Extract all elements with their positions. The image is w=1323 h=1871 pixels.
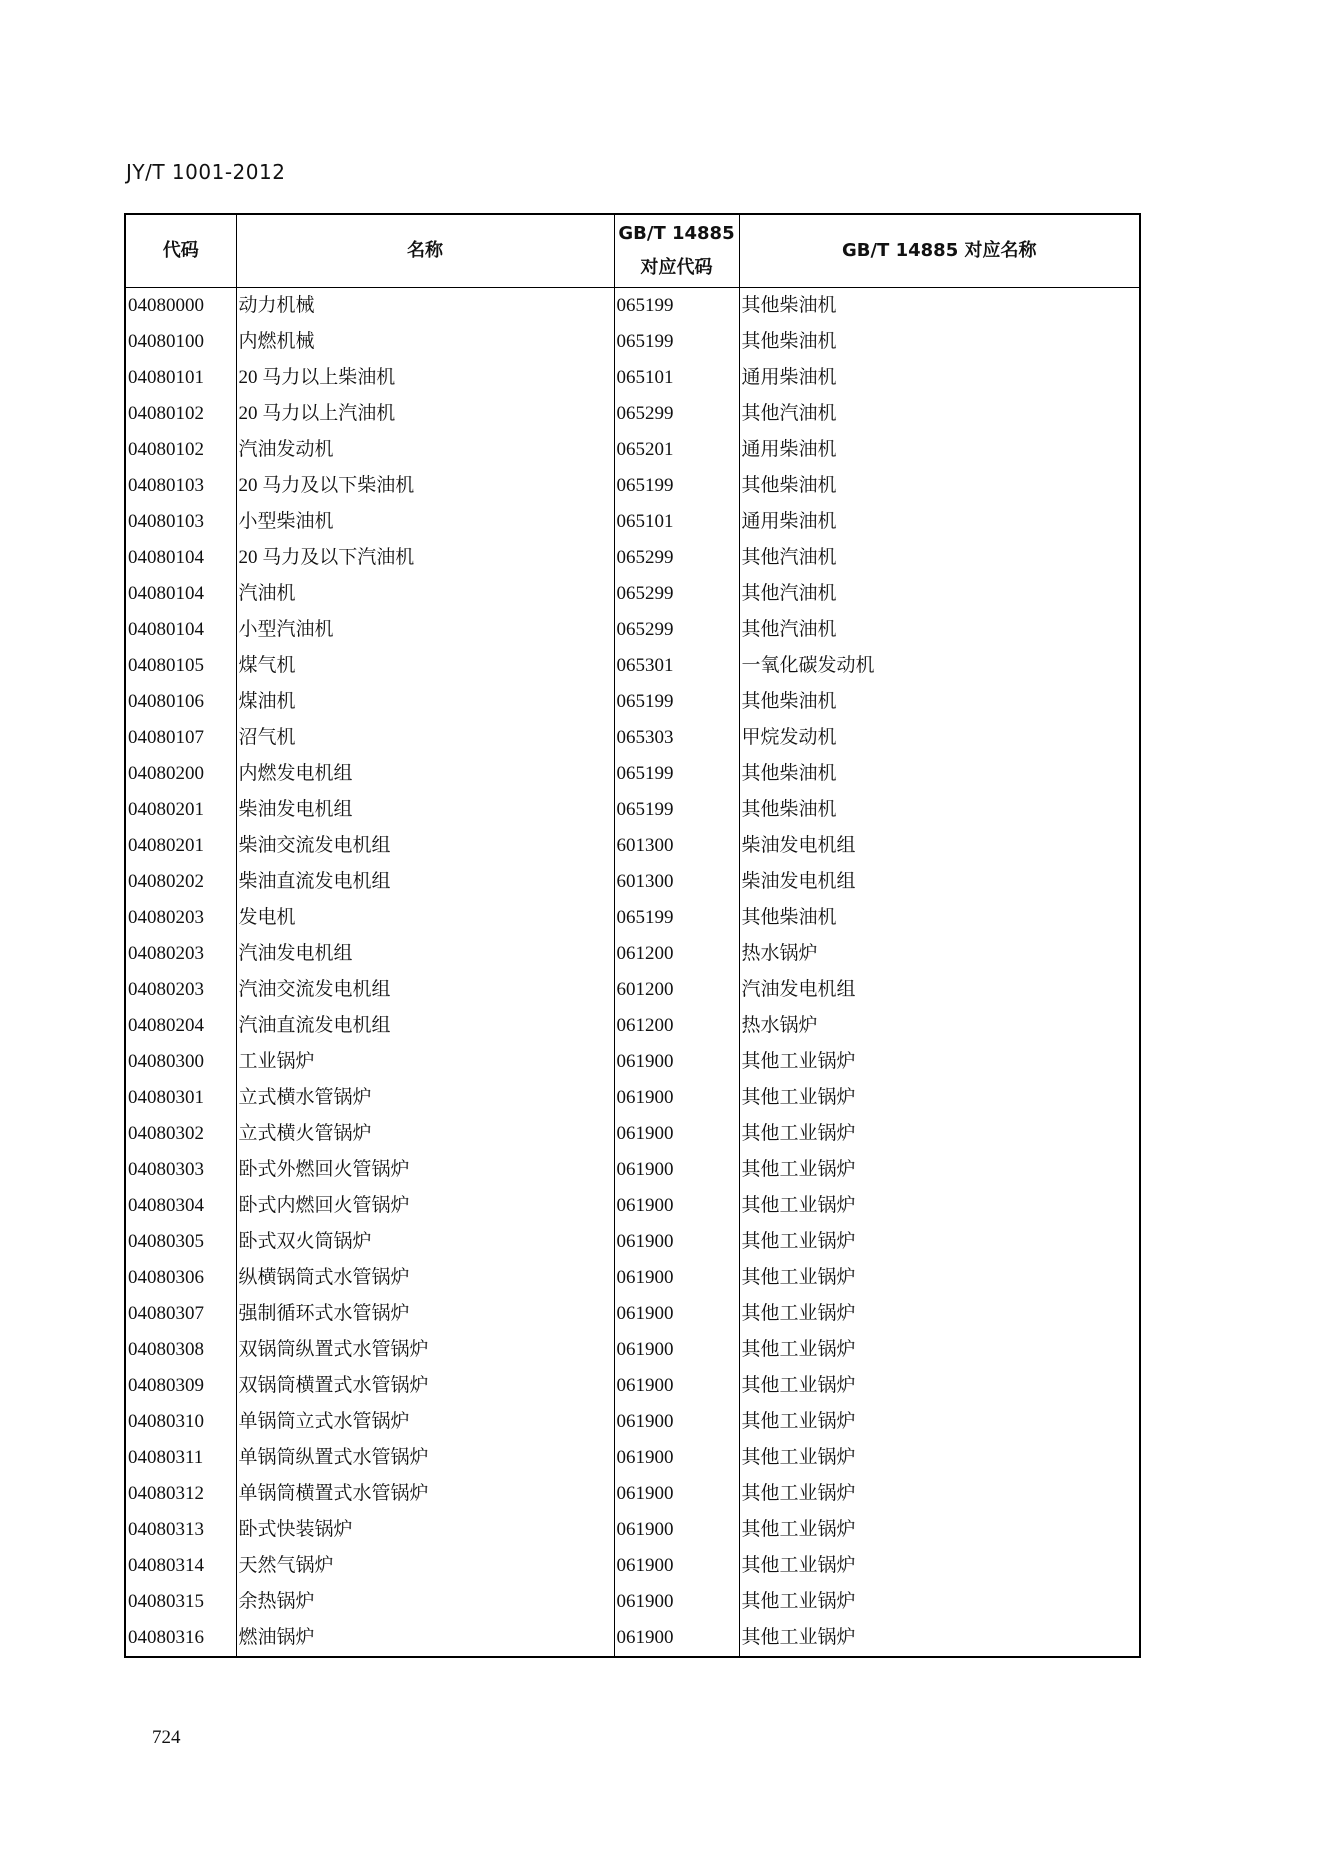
cell-name: 纵横锅筒式水管锅炉 [236, 1260, 614, 1296]
column-header-gb-code-line2: 对应代码 [640, 257, 713, 278]
cell-gbname: 其他工业锅炉 [739, 1080, 1140, 1116]
cell-code: 04080300 [125, 1044, 236, 1080]
cell-gbname: 甲烷发动机 [739, 720, 1140, 756]
cell-gbname: 汽油发电机组 [739, 972, 1140, 1008]
cell-gbcode: 061900 [614, 1620, 739, 1657]
cell-gbcode: 061900 [614, 1368, 739, 1404]
cell-gbcode: 061900 [614, 1512, 739, 1548]
cell-gbcode: 065199 [614, 792, 739, 828]
cell-gbcode: 065199 [614, 324, 739, 360]
cell-gbname: 其他工业锅炉 [739, 1332, 1140, 1368]
table-body [125, 288, 1140, 1658]
cell-name: 单锅筒纵置式水管锅炉 [236, 1440, 614, 1476]
cell-gbcode: 061900 [614, 1440, 739, 1476]
cell-gbcode: 061900 [614, 1476, 739, 1512]
table-row [125, 720, 1140, 756]
cell-code: 04080309 [125, 1368, 236, 1404]
cell-code: 04080102 [125, 396, 236, 432]
table-row [125, 1152, 1140, 1188]
cell-gbname: 其他柴油机 [739, 900, 1140, 936]
cell-gbname: 热水锅炉 [739, 936, 1140, 972]
cell-name: 卧式双火筒锅炉 [236, 1224, 614, 1260]
cell-name: 燃油锅炉 [236, 1620, 614, 1657]
cell-code: 04080301 [125, 1080, 236, 1116]
cell-gbname: 其他工业锅炉 [739, 1584, 1140, 1620]
cell-gbcode: 061900 [614, 1080, 739, 1116]
cell-code: 04080201 [125, 792, 236, 828]
table-row [125, 1368, 1140, 1404]
cell-gbcode: 061900 [614, 1044, 739, 1080]
cell-gbname: 其他工业锅炉 [739, 1260, 1140, 1296]
cell-code: 04080203 [125, 900, 236, 936]
document-id: JY/T 1001-2012 [126, 160, 286, 184]
table-row [125, 576, 1140, 612]
cell-code: 04080311 [125, 1440, 236, 1476]
table-row [125, 504, 1140, 540]
cell-code: 04080104 [125, 576, 236, 612]
cell-gbcode: 601300 [614, 828, 739, 864]
cell-name: 发电机 [236, 900, 614, 936]
cell-code: 04080312 [125, 1476, 236, 1512]
cell-name: 小型汽油机 [236, 612, 614, 648]
cell-code: 04080103 [125, 468, 236, 504]
cell-gbcode: 065101 [614, 504, 739, 540]
cell-name: 工业锅炉 [236, 1044, 614, 1080]
table-header-row [125, 214, 1140, 288]
cell-name: 20 马力及以下汽油机 [236, 540, 614, 576]
cell-gbname: 一氧化碳发动机 [739, 648, 1140, 684]
cell-gbname: 其他汽油机 [739, 612, 1140, 648]
cell-gbname: 其他工业锅炉 [739, 1476, 1140, 1512]
table-row [125, 396, 1140, 432]
cell-code: 04080314 [125, 1548, 236, 1584]
cell-gbcode: 065299 [614, 612, 739, 648]
cell-gbname: 其他汽油机 [739, 576, 1140, 612]
cell-name: 煤油机 [236, 684, 614, 720]
cell-gbcode: 065101 [614, 360, 739, 396]
column-header-gb-name: GB/T 14885 对应名称 [739, 214, 1140, 288]
cell-gbname: 柴油发电机组 [739, 864, 1140, 900]
cell-gbcode: 061900 [614, 1224, 739, 1260]
table-row [125, 324, 1140, 360]
cell-name: 双锅筒横置式水管锅炉 [236, 1368, 614, 1404]
cell-gbname: 热水锅炉 [739, 1008, 1140, 1044]
table-row [125, 972, 1140, 1008]
cell-gbname: 其他工业锅炉 [739, 1368, 1140, 1404]
cell-gbname: 其他工业锅炉 [739, 1188, 1140, 1224]
cell-code: 04080202 [125, 864, 236, 900]
cell-code: 04080203 [125, 936, 236, 972]
cell-name: 内燃发电机组 [236, 756, 614, 792]
cell-code: 04080105 [125, 648, 236, 684]
cell-gbcode: 065199 [614, 684, 739, 720]
table-row [125, 792, 1140, 828]
table-row [125, 288, 1140, 325]
table-row [125, 432, 1140, 468]
cell-code: 04080107 [125, 720, 236, 756]
cell-gbcode: 065201 [614, 432, 739, 468]
cell-gbcode: 065199 [614, 288, 739, 325]
cell-name: 汽油直流发电机组 [236, 1008, 614, 1044]
cell-code: 04080302 [125, 1116, 236, 1152]
cell-gbcode: 065301 [614, 648, 739, 684]
table-row [125, 1548, 1140, 1584]
cell-gbcode: 061900 [614, 1260, 739, 1296]
cell-gbname: 其他工业锅炉 [739, 1512, 1140, 1548]
cell-gbcode: 061900 [614, 1332, 739, 1368]
cell-code: 04080103 [125, 504, 236, 540]
cell-gbname: 通用柴油机 [739, 504, 1140, 540]
cell-name: 柴油交流发电机组 [236, 828, 614, 864]
column-header-name: 名称 [236, 214, 614, 288]
cell-code: 04080316 [125, 1620, 236, 1657]
table-row [125, 1584, 1140, 1620]
cell-name: 汽油机 [236, 576, 614, 612]
cell-gbname: 其他工业锅炉 [739, 1296, 1140, 1332]
table-row [125, 1332, 1140, 1368]
cell-gbname: 其他工业锅炉 [739, 1440, 1140, 1476]
cell-gbcode: 065303 [614, 720, 739, 756]
cell-name: 汽油发电机组 [236, 936, 614, 972]
cell-name: 卧式外燃回火管锅炉 [236, 1152, 614, 1188]
cell-gbcode: 061200 [614, 1008, 739, 1044]
cell-name: 余热锅炉 [236, 1584, 614, 1620]
cell-gbname: 其他工业锅炉 [739, 1152, 1140, 1188]
table-row [125, 1008, 1140, 1044]
cell-name: 柴油直流发电机组 [236, 864, 614, 900]
cell-name: 天然气锅炉 [236, 1548, 614, 1584]
cell-gbname: 其他柴油机 [739, 684, 1140, 720]
cell-code: 04080315 [125, 1584, 236, 1620]
cell-gbname: 通用柴油机 [739, 432, 1140, 468]
cell-gbcode: 065299 [614, 540, 739, 576]
cell-gbcode: 065199 [614, 900, 739, 936]
cell-code: 04080204 [125, 1008, 236, 1044]
cell-gbcode: 601300 [614, 864, 739, 900]
cell-gbname: 其他柴油机 [739, 792, 1140, 828]
cell-code: 04080308 [125, 1332, 236, 1368]
cell-code: 04080101 [125, 360, 236, 396]
cell-gbname: 其他工业锅炉 [739, 1620, 1140, 1657]
table-row [125, 1188, 1140, 1224]
cell-name: 小型柴油机 [236, 504, 614, 540]
cell-gbname: 其他柴油机 [739, 288, 1140, 325]
cell-name: 20 马力以上汽油机 [236, 396, 614, 432]
cell-code: 04080303 [125, 1152, 236, 1188]
cell-code: 04080304 [125, 1188, 236, 1224]
table-row [125, 360, 1140, 396]
cell-name: 20 马力及以下柴油机 [236, 468, 614, 504]
table-row [125, 1404, 1140, 1440]
cell-gbname: 其他柴油机 [739, 324, 1140, 360]
cell-code: 04080104 [125, 540, 236, 576]
table-row [125, 1620, 1140, 1657]
cell-code: 04080104 [125, 612, 236, 648]
column-header-code: 代码 [125, 214, 236, 288]
cell-gbname: 通用柴油机 [739, 360, 1140, 396]
cell-gbcode: 065299 [614, 396, 739, 432]
cell-gbcode: 061200 [614, 936, 739, 972]
cell-gbname: 其他工业锅炉 [739, 1548, 1140, 1584]
table-row [125, 612, 1140, 648]
cell-code: 04080305 [125, 1224, 236, 1260]
cell-name: 沼气机 [236, 720, 614, 756]
table-row [125, 684, 1140, 720]
table-row [125, 1476, 1140, 1512]
page-number: 724 [152, 1727, 181, 1748]
cell-gbcode: 601200 [614, 972, 739, 1008]
column-header-gb-code [614, 214, 739, 288]
cell-name: 卧式快装锅炉 [236, 1512, 614, 1548]
cell-gbname: 其他工业锅炉 [739, 1044, 1140, 1080]
cell-name: 汽油交流发电机组 [236, 972, 614, 1008]
cell-name: 20 马力以上柴油机 [236, 360, 614, 396]
cell-name: 柴油发电机组 [236, 792, 614, 828]
cell-name: 煤气机 [236, 648, 614, 684]
table-row [125, 1224, 1140, 1260]
cell-name: 双锅筒纵置式水管锅炉 [236, 1332, 614, 1368]
cell-gbcode: 061900 [614, 1548, 739, 1584]
cell-gbname: 其他工业锅炉 [739, 1404, 1140, 1440]
table-row [125, 1260, 1140, 1296]
table-row [125, 1512, 1140, 1548]
table-row [125, 540, 1140, 576]
code-mapping-table [124, 213, 1141, 1658]
table-row [125, 828, 1140, 864]
table-row [125, 756, 1140, 792]
cell-code: 04080203 [125, 972, 236, 1008]
cell-gbcode: 061900 [614, 1152, 739, 1188]
cell-code: 04080201 [125, 828, 236, 864]
cell-name: 内燃机械 [236, 324, 614, 360]
cell-name: 立式横火管锅炉 [236, 1116, 614, 1152]
table-row [125, 648, 1140, 684]
cell-gbname: 其他柴油机 [739, 756, 1140, 792]
cell-code: 04080310 [125, 1404, 236, 1440]
cell-gbname: 柴油发电机组 [739, 828, 1140, 864]
cell-gbcode: 065199 [614, 756, 739, 792]
table-row [125, 1440, 1140, 1476]
cell-gbcode: 061900 [614, 1116, 739, 1152]
cell-gbname: 其他汽油机 [739, 396, 1140, 432]
cell-gbcode: 061900 [614, 1296, 739, 1332]
table-row [125, 1080, 1140, 1116]
cell-gbname: 其他柴油机 [739, 468, 1140, 504]
cell-code: 04080102 [125, 432, 236, 468]
cell-code: 04080200 [125, 756, 236, 792]
cell-gbname: 其他工业锅炉 [739, 1224, 1140, 1260]
cell-gbcode: 065199 [614, 468, 739, 504]
cell-name: 动力机械 [236, 288, 614, 325]
table-row [125, 468, 1140, 504]
cell-gbcode: 061900 [614, 1188, 739, 1224]
cell-name: 单锅筒立式水管锅炉 [236, 1404, 614, 1440]
cell-name: 单锅筒横置式水管锅炉 [236, 1476, 614, 1512]
cell-gbcode: 061900 [614, 1584, 739, 1620]
table-row [125, 864, 1140, 900]
cell-code: 04080106 [125, 684, 236, 720]
cell-gbcode: 061900 [614, 1404, 739, 1440]
column-header-gb-code-line1: GB/T 14885 [618, 223, 735, 244]
table-row [125, 1044, 1140, 1080]
cell-gbcode: 065299 [614, 576, 739, 612]
cell-name: 汽油发动机 [236, 432, 614, 468]
cell-code: 04080307 [125, 1296, 236, 1332]
table-row [125, 936, 1140, 972]
cell-gbname: 其他汽油机 [739, 540, 1140, 576]
cell-name: 卧式内燃回火管锅炉 [236, 1188, 614, 1224]
cell-gbname: 其他工业锅炉 [739, 1116, 1140, 1152]
cell-code: 04080000 [125, 288, 236, 325]
cell-code: 04080313 [125, 1512, 236, 1548]
table-row [125, 1116, 1140, 1152]
cell-name: 立式横水管锅炉 [236, 1080, 614, 1116]
cell-code: 04080306 [125, 1260, 236, 1296]
cell-name: 强制循环式水管锅炉 [236, 1296, 614, 1332]
cell-code: 04080100 [125, 324, 236, 360]
table-row [125, 1296, 1140, 1332]
table-row [125, 900, 1140, 936]
